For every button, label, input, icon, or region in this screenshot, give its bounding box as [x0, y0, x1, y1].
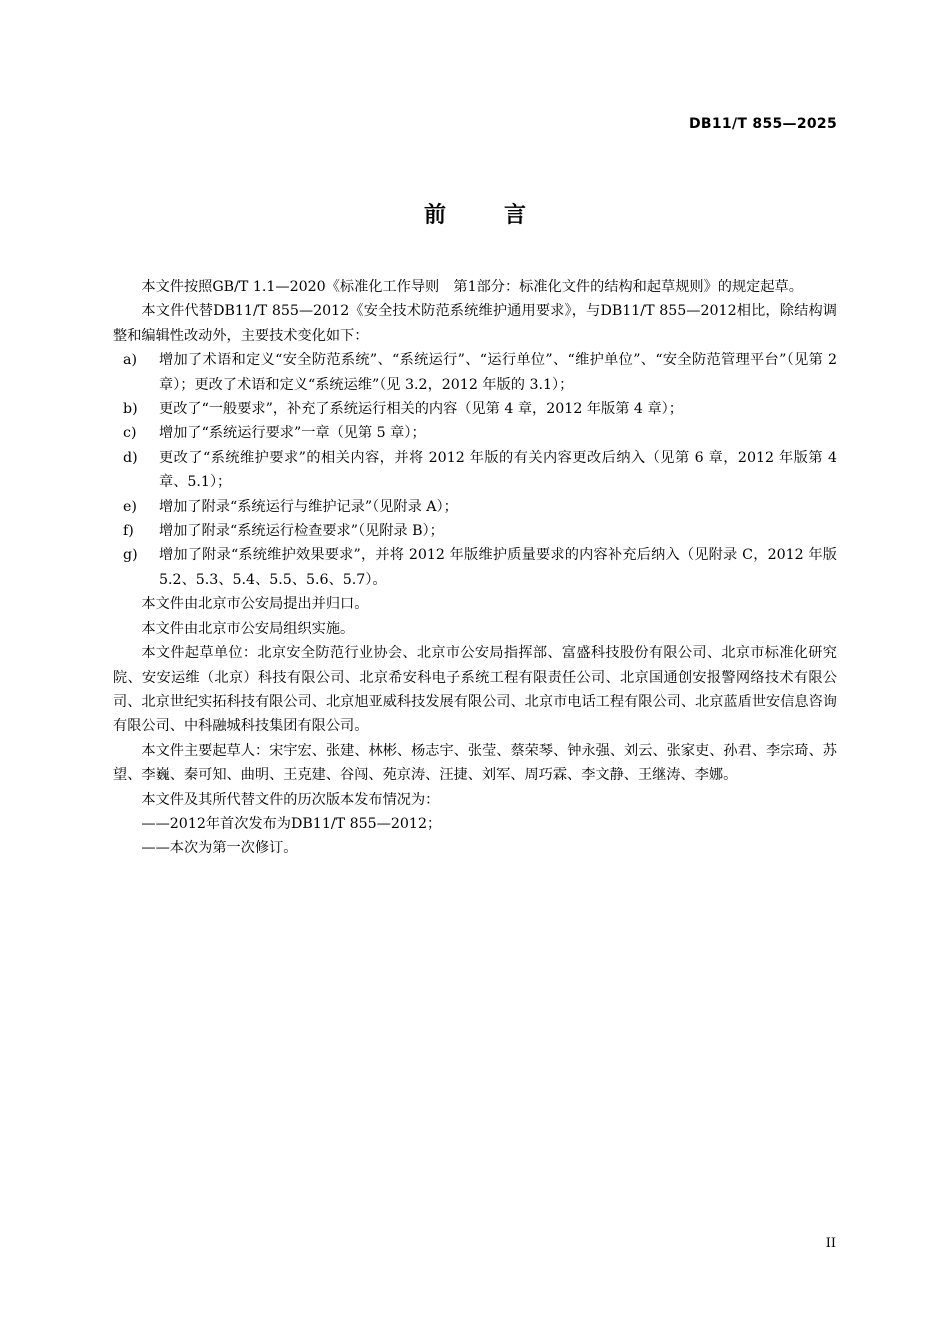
paragraph-implementer: 本文件由北京市公安局组织实施。 [141, 620, 355, 637]
changes-list [113, 348, 837, 592]
list-marker: g) [123, 547, 138, 564]
foreword-body [113, 275, 837, 861]
list-item [113, 519, 837, 543]
list-marker: c) [123, 425, 137, 442]
list-item-text: 增加了附录“系统运行与维护记录”（见附录 A）； [159, 498, 458, 515]
list-item [113, 421, 837, 445]
list-item-text: 增加了附录“系统维护效果要求”，并将 2012 年版维护质量要求的内容补充后纳入（见附录 C，2012 年版 5.2、5.3、5.4、5.5、5.6、5.7）。 [159, 547, 837, 588]
list-marker: f) [123, 523, 134, 540]
list-item-text: 更改了“系统维护要求”的相关内容，并将 2012 年版的有关内容更改后纳入（见第 6 章，2012 年版第 4 章、5.1）； [159, 449, 837, 491]
list-marker: d) [123, 449, 138, 466]
paragraph-proposer: 本文件由北京市公安局提出并归口。 [141, 596, 369, 613]
list-item [113, 495, 837, 519]
paragraph-replacement: 本文件代替DB11/T 855—2012《安全技术防范系统维护通用要求》，与DB11/T 855—2012相比，除结构调整和编辑性改动外，主要技术变化如下： [113, 303, 837, 344]
list-item [113, 543, 837, 592]
standard-code: DB11/T 855—2025 [689, 116, 837, 132]
page-title [0, 198, 950, 229]
list-item [113, 348, 837, 397]
list-item-text: 增加了术语和定义“安全防范系统”、“系统运行”、“运行单位”、“维护单位”、“安全防范管理平台”（见第 2 章）；更改了术语和定义“系统运维”（见 3.2，2012 年版的 3.1）； [159, 352, 837, 393]
list-marker: b) [123, 401, 138, 418]
list-marker: e) [123, 498, 137, 515]
list-item [113, 446, 837, 495]
list-item-text: 增加了“系统运行要求”一章（见第 5 章）； [159, 425, 426, 442]
title-char-2: 言 [504, 203, 527, 228]
list-item-text: 更改了“一般要求”，补充了系统运行相关的内容（见第 4 章，2012 年版第 4 章）； [159, 401, 683, 418]
paragraph-drafting-rules: 本文件按照GB/T 1.1—2020《标准化工作导则 第1部分：标准化文件的结构和起草规则》的规定起草。 [141, 279, 803, 295]
paragraph-drafting-units: 本文件起草单位：北京安全防范行业协会、北京市公安局指挥部、富盛科技股份有限公司、北京市标准化研究院、安安运维（北京）科技有限公司、北京希安科电子系统工程有限责任公司、北京国通创安报警网络技术有限公司、北京世纪实拓科技有限公司、北京旭亚威科技发展有限公司、北京市电话工程有限公司、北京蓝盾世安信息咨询有限公司、中科融城科技集团有限公司。 [113, 645, 837, 735]
list-item-text: 增加了附录“系统运行检查要求”（见附录 B）； [159, 523, 444, 540]
paragraph-drafters: 本文件主要起草人：宋宇宏、张建、林彬、杨志宇、张莹、蔡荣琴、钟永强、刘云、张家吏、孙君、李宗琦、苏望、李巍、秦可知、曲明、王克建、谷闯、苑京涛、汪捷、刘军、周巧霖、李文静、王继涛、李娜。 [113, 742, 837, 784]
list-marker: a) [123, 352, 137, 369]
title-char-1: 前 [423, 203, 446, 228]
paragraph-history-intro: 本文件及其所代替文件的历次版本发布情况为： [141, 791, 440, 808]
history-item-first-release: ——2012年首次发布为DB11/T 855—2012； [141, 815, 442, 832]
history-item-revision: ——本次为第一次修订。 [141, 840, 298, 857]
page-number: II [825, 1236, 836, 1251]
list-item [113, 397, 837, 421]
